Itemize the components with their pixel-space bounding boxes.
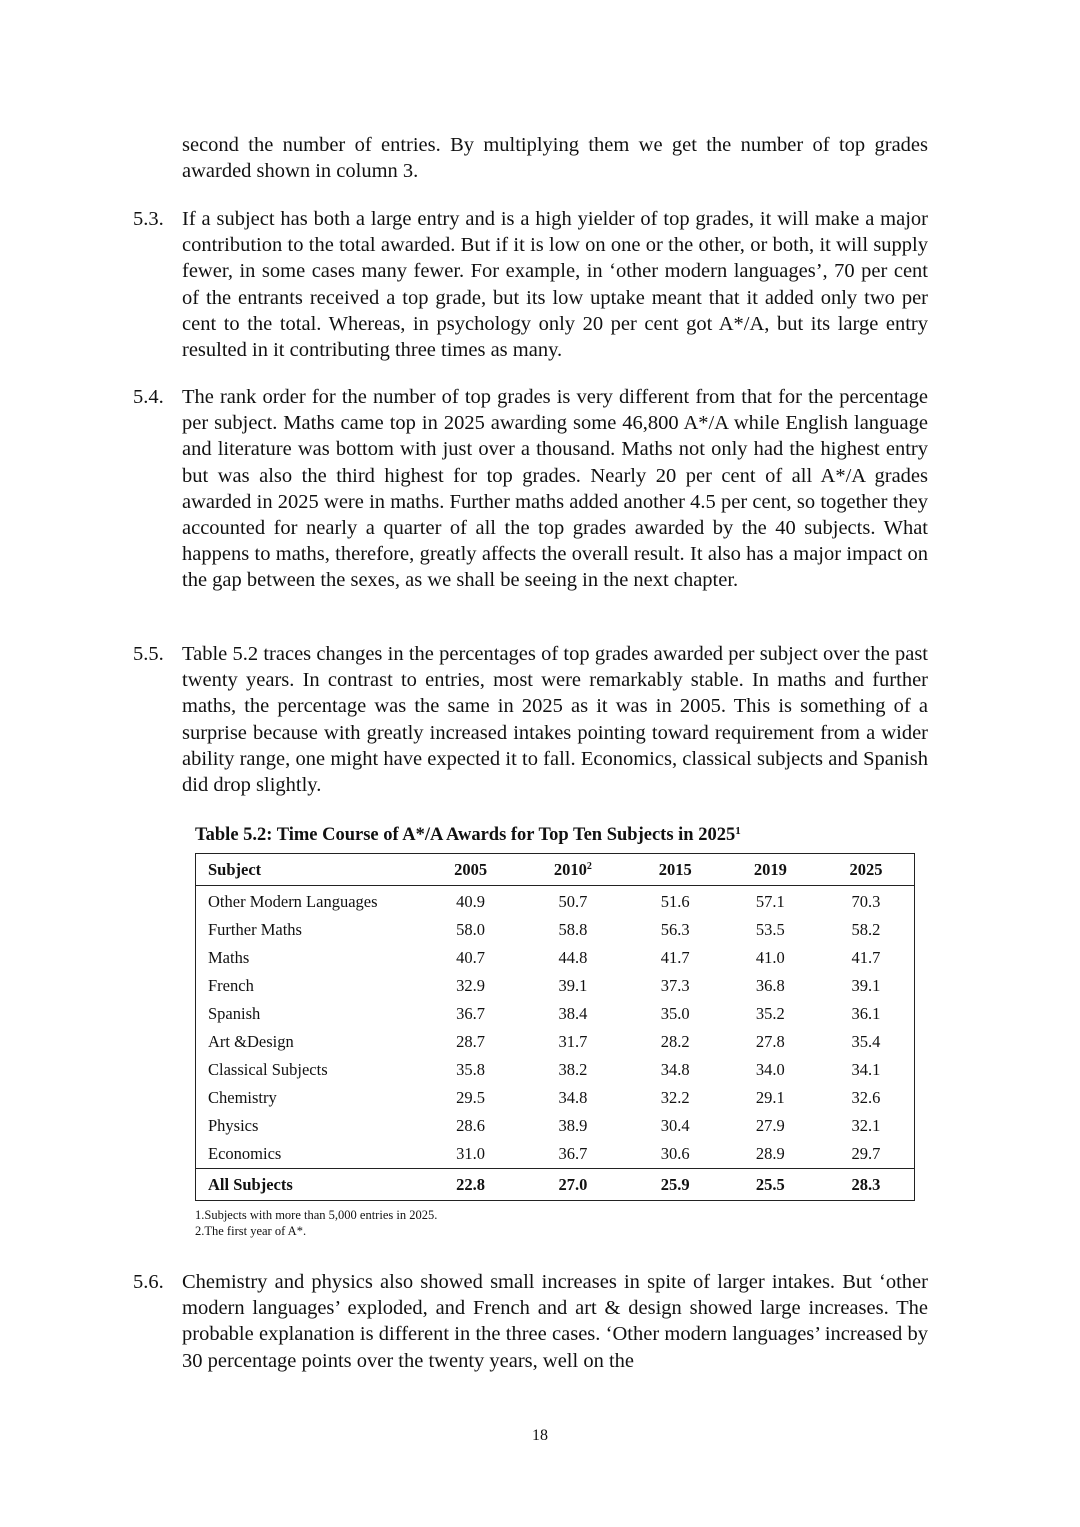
cell-subject: Classical Subjects — [208, 1060, 328, 1079]
cell-value: 34.1 — [851, 1060, 881, 1079]
cell-value: 58.8 — [558, 920, 588, 939]
header-subject: Subject — [196, 854, 424, 886]
footnote-2: 2.The first year of A*. — [195, 1224, 307, 1238]
total-value: 27.0 — [518, 1169, 628, 1201]
cell-subject: French — [208, 976, 254, 995]
total-value: 22.8 — [423, 1169, 518, 1201]
cell-value: 36.8 — [755, 976, 785, 995]
paragraph-number: 5.3. — [133, 208, 164, 230]
cell-value: 57.1 — [755, 892, 785, 911]
cell-value: 40.7 — [456, 948, 485, 967]
total-value: 25.9 — [628, 1169, 723, 1201]
table-caption-footnote-mark: 1 — [735, 825, 741, 837]
cell-value: 35.8 — [456, 1060, 485, 1079]
cell-value: 58.2 — [851, 920, 881, 939]
table-row — [196, 916, 915, 944]
paragraph-number: 5.4. — [133, 386, 164, 408]
cell-value: 28.9 — [755, 1144, 785, 1163]
cell-value: 34.8 — [558, 1088, 588, 1107]
cell-value: 38.9 — [558, 1116, 588, 1135]
cell-subject: Other Modern Languages — [208, 892, 378, 911]
cell-value: 35.2 — [755, 1004, 785, 1023]
cell-value: 38.2 — [558, 1060, 588, 1079]
table-footnotes — [195, 1207, 437, 1239]
table-caption — [195, 825, 741, 846]
paragraph-text: Chemistry and physics also showed small increases in spite of larger intakes. But ‘other modern languages’ exploded, and French and art & design showed large increases. The probable explanation is different in the three cases. ‘Other modern languages’ increased by 30 percentage points over the twenty years, well on the — [182, 1271, 928, 1372]
cell-value: 35.0 — [660, 1004, 690, 1023]
header-2015: 2015 — [628, 854, 723, 886]
results-table — [195, 853, 915, 1201]
cell-value: 29.5 — [456, 1088, 485, 1107]
table-header-row — [196, 854, 915, 886]
cell-subject: Economics — [208, 1144, 282, 1163]
table-row — [196, 1084, 915, 1112]
header-2010-text: 2010 — [553, 859, 587, 879]
cell-value: 44.8 — [558, 948, 588, 967]
table-row — [196, 1112, 915, 1140]
header-2005: 2005 — [423, 854, 518, 886]
cell-subject: Physics — [208, 1116, 259, 1135]
cell-value: 53.5 — [755, 920, 785, 939]
header-2010 — [518, 854, 628, 886]
cell-subject: Art &Design — [208, 1032, 294, 1051]
cell-value: 39.1 — [558, 976, 588, 995]
total-value: 25.5 — [723, 1169, 818, 1201]
cell-value: 34.8 — [660, 1060, 690, 1079]
table-caption-text: Table 5.2: Time Course of A*/A Awards for Top Ten Subjects in 2025 — [195, 825, 736, 845]
cell-value: 31.7 — [558, 1032, 588, 1051]
cell-value: 41.0 — [755, 948, 785, 967]
header-2025: 2025 — [818, 854, 915, 886]
page-number: 18 — [532, 1427, 548, 1444]
total-label: All Subjects — [196, 1169, 424, 1201]
table-row — [196, 1028, 915, 1056]
cell-value: 36.7 — [456, 1004, 485, 1023]
paragraph-text: Table 5.2 traces changes in the percentages of top grades awarded per subject over the past twenty years. In contrast to entries, most were remarkably stable. In maths and further maths, the percentage was the same in 2025 as it was in 2005. This is something of a surprise because with greatly increased intakes pointing toward requirement from a wider ability range, one might have expected it to fall. Economics, classical subjects and Spanish did drop slightly. — [182, 643, 928, 797]
paragraph-text: The rank order for the number of top grades is very different from that for the percentage per subject. Maths came top in 2025 awarding some 46,800 A*/A while English language and literature was bottom with just over a thousand. Maths not only had the highest entry but was also the third highest for top grades. Nearly 20 per cent of all A*/A grades awarded in 2025 were in maths. Further maths added another 4.5 per cent, so together they accounted for nearly a quarter of all the top grades awarded by the 40 subjects. What happens to maths, therefore, greatly affects the overall result. It also has a major impact on the gap between the sexes, as we shall be seeing in the next chapter. — [182, 386, 928, 592]
table-row — [196, 1000, 915, 1028]
cell-value: 31.0 — [456, 1144, 485, 1163]
cell-value: 32.1 — [851, 1116, 881, 1135]
cell-value: 34.0 — [755, 1060, 785, 1079]
paragraph-number: 5.6. — [133, 1271, 164, 1293]
table-row — [196, 1056, 915, 1084]
cell-value: 32.2 — [660, 1088, 690, 1107]
table-row — [196, 972, 915, 1000]
cell-value: 29.7 — [851, 1144, 881, 1163]
cell-value: 41.7 — [851, 948, 881, 967]
cell-value: 70.3 — [851, 892, 881, 911]
cell-subject: Spanish — [208, 1004, 261, 1023]
cell-value: 35.4 — [851, 1032, 881, 1051]
table-row — [196, 944, 915, 972]
paragraph-text: If a subject has both a large entry and is a high yielder of top grades, it will make a major contribution to the total awarded. But if it is low on one or the other, or both, it will supply fewer, in some cases many fewer. For example, in ‘other modern languages’, 70 per cent of the entrants received a top grade, but its low uptake meant that it added only two per cent to the total. Whereas, in psychology only 20 per cent got A*/A, but its large entry resulted in it contributing three times as many. — [182, 208, 928, 362]
table-total-row — [196, 1169, 915, 1201]
cell-subject: Chemistry — [208, 1088, 277, 1107]
footnote-1: 1.Subjects with more than 5,000 entries in 2025. — [195, 1208, 438, 1222]
header-2010-footnote-mark: 2 — [586, 860, 592, 872]
cell-value: 28.7 — [456, 1032, 485, 1051]
cell-value: 38.4 — [558, 1004, 588, 1023]
cell-value: 27.8 — [755, 1032, 785, 1051]
cell-subject: Further Maths — [208, 920, 302, 939]
cell-subject: Maths — [208, 948, 250, 967]
cell-value: 51.6 — [660, 892, 690, 911]
cell-value: 30.4 — [660, 1116, 690, 1135]
paragraph-number: 5.5. — [133, 643, 164, 665]
cell-value: 56.3 — [660, 920, 690, 939]
cell-value: 28.2 — [660, 1032, 690, 1051]
cell-value: 39.1 — [851, 976, 881, 995]
cell-value: 41.7 — [660, 948, 690, 967]
cell-value: 32.9 — [456, 976, 485, 995]
cell-value: 58.0 — [456, 920, 485, 939]
cell-value: 28.6 — [456, 1116, 485, 1135]
cell-value: 29.1 — [755, 1088, 785, 1107]
cell-value: 50.7 — [558, 892, 588, 911]
cell-value: 27.9 — [755, 1116, 785, 1135]
header-2019: 2019 — [723, 854, 818, 886]
table-row — [196, 1140, 915, 1169]
total-value: 28.3 — [818, 1169, 915, 1201]
cell-value: 32.6 — [851, 1088, 881, 1107]
cell-value: 36.7 — [558, 1144, 588, 1163]
cell-value: 40.9 — [456, 892, 485, 911]
paragraph-text: second the number of entries. By multiplying them we get the number of top grades awarded shown in column 3. — [182, 134, 928, 183]
cell-value: 36.1 — [851, 1004, 881, 1023]
table-row — [196, 886, 915, 917]
cell-value: 30.6 — [660, 1144, 690, 1163]
cell-value: 37.3 — [660, 976, 690, 995]
